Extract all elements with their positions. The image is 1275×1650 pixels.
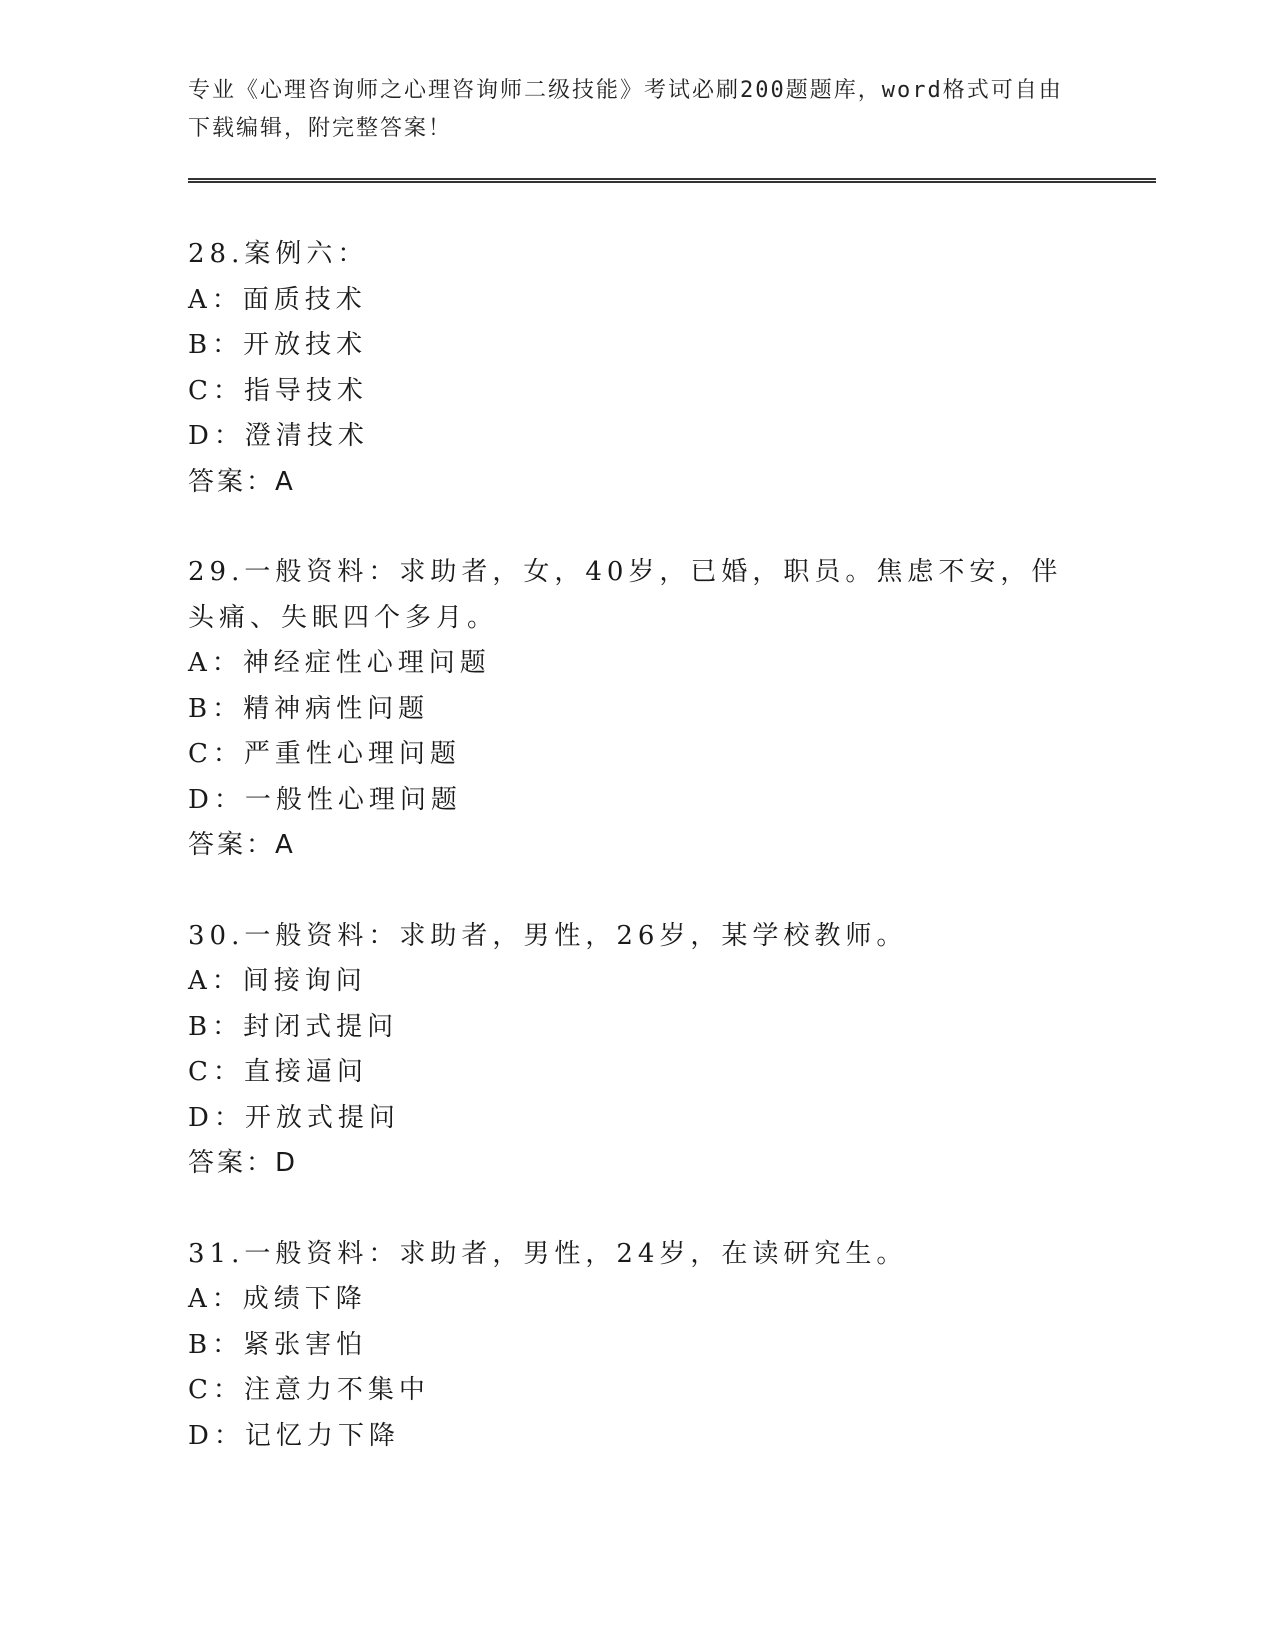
option-a: A：神经症性心理问题 [188,648,491,678]
option-c: C：直接逼问 [188,1057,368,1087]
option-c: C：指导技术 [188,375,368,406]
option-a: A：面质技术 [188,284,367,315]
option-d: D：一般性心理问题 [188,784,462,815]
answer-line: 答案：A [188,830,296,860]
option-a: A：成绩下降 [188,1284,367,1314]
option-d: D：开放式提问 [188,1102,400,1133]
question-stem: 30.一般资料：求助者，男性，26岁，某学校教师。 [188,920,908,951]
option-b: B：开放技术 [188,330,368,360]
answer-line: 答案：D [188,1148,299,1178]
option-d: D：记忆力下降 [188,1420,400,1451]
document-header: 专业《心理咨询师之心理咨询师二级技能》考试必刷200题题库，word格式可自由下载编辑，附完整答案！ [188,78,1063,141]
question-29 [188,550,1148,869]
question-31 [188,1232,1148,1460]
option-d: D：澄清技术 [188,421,369,451]
option-b: B：精神病性问题 [188,693,430,724]
question-list [188,232,1148,1504]
question-stem: 29.一般资料：求助者，女，40岁，已婚，职员。焦虑不安，伴头痛、失眠四个多月。 [188,557,1063,633]
header-divider [188,178,1156,183]
answer-line: 答案：A [188,466,296,497]
question-stem: 31.一般资料：求助者，男性，24岁，在读研究生。 [188,1238,908,1269]
question-28 [188,232,1148,505]
option-c: C：严重性心理问题 [188,739,461,769]
option-b: B：紧张害怕 [188,1329,368,1360]
option-b: B：封闭式提问 [188,1011,399,1042]
option-c: C：注意力不集中 [188,1375,430,1405]
option-a: A：间接询问 [188,966,367,996]
question-stem: 28.案例六： [188,239,369,269]
question-30 [188,914,1148,1187]
